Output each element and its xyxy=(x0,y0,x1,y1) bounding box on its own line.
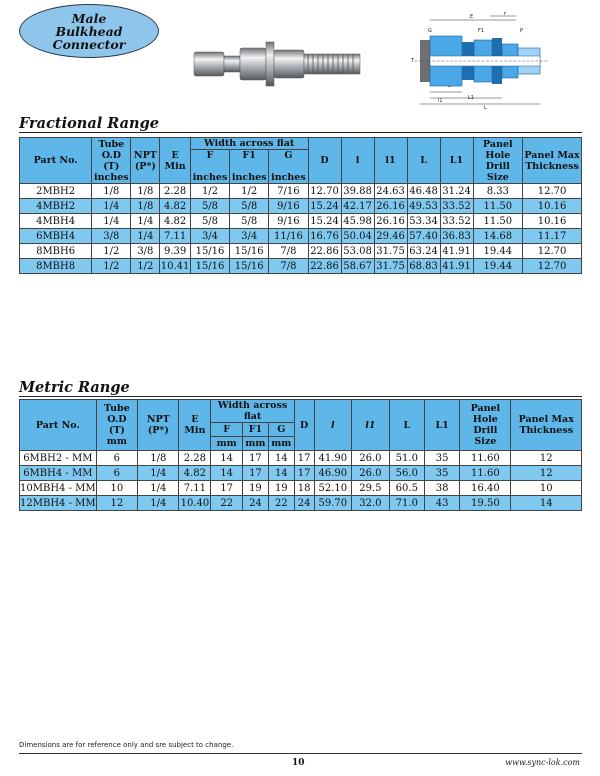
technical-drawing xyxy=(408,12,578,114)
table-cell: 19.44 xyxy=(473,259,523,274)
table-cell: 68.83 xyxy=(407,259,440,274)
table-row xyxy=(20,214,582,229)
table-cell: 15/16 xyxy=(190,244,229,259)
table-row xyxy=(20,184,582,199)
table-cell: 1/2 xyxy=(190,184,229,199)
metric-header-panel-hole: Panel Hole Drill Size xyxy=(460,400,511,451)
frac-header-l-small: l xyxy=(341,138,374,184)
badge-line-3: Connector xyxy=(52,36,126,52)
frac-header-g: G inches xyxy=(269,150,308,184)
table-cell: 50.04 xyxy=(341,229,374,244)
table-cell: 58.67 xyxy=(341,259,374,274)
table-cell: 14 xyxy=(211,451,243,466)
frac-header-l1-cap: L1 xyxy=(440,138,473,184)
table-cell: 15/16 xyxy=(190,259,229,274)
table-cell: 63.24 xyxy=(407,244,440,259)
table-cell: 19 xyxy=(243,481,269,496)
table-cell: 6MBH4 xyxy=(20,229,92,244)
table-cell: 60.5 xyxy=(389,481,424,496)
table-cell: 17 xyxy=(243,466,269,481)
fractional-table-body xyxy=(20,184,582,274)
metric-header-f: F xyxy=(211,423,243,437)
table-cell: 17 xyxy=(243,451,269,466)
table-cell: 14 xyxy=(511,496,582,511)
table-cell: 11.17 xyxy=(523,229,582,244)
table-cell: 22.86 xyxy=(308,244,341,259)
table-cell: 29.46 xyxy=(374,229,407,244)
table-cell: 24.63 xyxy=(374,184,407,199)
drawing-label-l1: L1 xyxy=(468,95,474,101)
table-cell: 41.90 xyxy=(314,451,352,466)
table-cell: 8MBH6 xyxy=(20,244,92,259)
table-cell: 12.70 xyxy=(523,244,582,259)
footer-rule xyxy=(19,753,582,754)
metric-header-l1-small: l1 xyxy=(352,400,389,451)
badge-line-2: Bulkhead xyxy=(55,23,123,39)
table-cell: 1/8 xyxy=(138,451,179,466)
table-cell: 6 xyxy=(96,451,137,466)
table-row xyxy=(20,244,582,259)
table-cell: 31.75 xyxy=(374,259,407,274)
table-cell: 17 xyxy=(294,466,314,481)
table-cell: 1/8 xyxy=(92,184,131,199)
frac-header-width-across-flat: Width across flat xyxy=(190,138,308,150)
drawing-label-p: P xyxy=(520,28,524,34)
table-cell: 36.83 xyxy=(440,229,473,244)
table-cell: 2.28 xyxy=(179,451,211,466)
table-cell: 42.17 xyxy=(341,199,374,214)
table-cell: 19.44 xyxy=(473,244,523,259)
table-cell: 51.0 xyxy=(389,451,424,466)
table-cell: 26.0 xyxy=(352,451,389,466)
disclaimer-note: Dimensions are for reference only and sre subject to change. xyxy=(19,741,234,749)
drawing-label-e: E xyxy=(470,14,474,20)
frac-header-npt: NPT (P*) xyxy=(131,138,160,184)
product-photo xyxy=(192,38,362,88)
metric-header-l1-cap: L1 xyxy=(425,400,460,451)
table-cell: 32.0 xyxy=(352,496,389,511)
table-cell: 53.34 xyxy=(407,214,440,229)
table-cell: 46.48 xyxy=(407,184,440,199)
frac-header-tube-od: Tube O.D (T) inches xyxy=(92,138,131,184)
drawing-label-l1-small: l1 xyxy=(438,98,443,104)
table-row xyxy=(20,199,582,214)
table-cell: 35 xyxy=(425,451,460,466)
table-cell: 10 xyxy=(511,481,582,496)
table-cell: 52.10 xyxy=(314,481,352,496)
table-cell: 7.11 xyxy=(160,229,191,244)
frac-header-f: F inches xyxy=(190,150,229,184)
table-cell: 1/2 xyxy=(230,184,269,199)
table-cell: 45.98 xyxy=(341,214,374,229)
table-cell: 33.52 xyxy=(440,214,473,229)
table-cell: 15.24 xyxy=(308,199,341,214)
table-cell: 9.39 xyxy=(160,244,191,259)
table-cell: 12.70 xyxy=(523,259,582,274)
metric-header-tube-od: Tube O.D (T) mm xyxy=(96,400,137,451)
table-row xyxy=(20,481,582,496)
table-cell: 71.0 xyxy=(389,496,424,511)
table-cell: 22 xyxy=(268,496,294,511)
metric-header-l-small: l xyxy=(314,400,352,451)
metric-range-title: Metric Range xyxy=(19,379,130,396)
table-cell: 9/16 xyxy=(269,199,308,214)
table-cell: 53.08 xyxy=(341,244,374,259)
table-cell: 22.86 xyxy=(308,259,341,274)
frac-header-l-cap: L xyxy=(407,138,440,184)
table-cell: 4MBH2 xyxy=(20,199,92,214)
table-cell: 49.53 xyxy=(407,199,440,214)
metric-header-l-cap: L xyxy=(389,400,424,451)
table-cell: 7/16 xyxy=(269,184,308,199)
table-cell: 41.91 xyxy=(440,244,473,259)
table-cell: 1/8 xyxy=(131,184,160,199)
metric-header-f1: F1 xyxy=(243,423,269,437)
frac-header-f1: F1 inches xyxy=(230,150,269,184)
table-cell: 1/4 xyxy=(92,199,131,214)
frac-header-l1-small: l1 xyxy=(374,138,407,184)
table-cell: 18 xyxy=(294,481,314,496)
table-cell: 1/4 xyxy=(131,229,160,244)
table-cell: 11/16 xyxy=(269,229,308,244)
table-cell: 12 xyxy=(96,496,137,511)
table-cell: 15/16 xyxy=(230,244,269,259)
drawing-label-l: L xyxy=(484,105,487,111)
table-cell: 6 xyxy=(96,466,137,481)
table-cell: 24 xyxy=(294,496,314,511)
page-number: 10 xyxy=(292,758,305,768)
metric-header-g: G xyxy=(268,423,294,437)
metric-title-rule xyxy=(19,396,582,397)
table-cell: 1/2 xyxy=(92,259,131,274)
table-cell: 5/8 xyxy=(190,199,229,214)
fractional-title-rule xyxy=(19,132,582,133)
frac-header-e-min: E Min xyxy=(160,138,191,184)
table-cell: 10.40 xyxy=(180,497,210,509)
table-cell: 1/4 xyxy=(138,466,179,481)
table-cell: 3/4 xyxy=(230,229,269,244)
table-cell: 10.16 xyxy=(523,199,582,214)
table-cell: 31.24 xyxy=(440,184,473,199)
table-cell: 15.24 xyxy=(308,214,341,229)
metric-header-panel-max: Panel Max Thickness xyxy=(511,400,582,451)
table-cell: 1/2 xyxy=(92,244,131,259)
table-cell: 10.16 xyxy=(523,214,582,229)
fractional-table xyxy=(19,137,582,274)
table-cell: 26.16 xyxy=(374,214,407,229)
table-cell: 22 xyxy=(211,496,243,511)
table-cell: 4.82 xyxy=(179,466,211,481)
table-cell: 16.40 xyxy=(460,481,511,496)
table-cell: 56.0 xyxy=(389,466,424,481)
table-cell: 11.50 xyxy=(473,214,523,229)
table-cell: 26.16 xyxy=(374,199,407,214)
metric-header-f-unit: mm xyxy=(211,437,243,451)
table-cell: 3/8 xyxy=(131,244,160,259)
table-cell: 29.5 xyxy=(352,481,389,496)
table-cell: 19 xyxy=(268,481,294,496)
drawing-label-f1: F1 xyxy=(478,28,485,34)
table-cell: 6MBH4 - MM xyxy=(20,466,97,481)
table-cell: 4.82 xyxy=(160,214,191,229)
table-row xyxy=(20,496,582,511)
frac-header-d: D xyxy=(308,138,341,184)
table-cell: 9/16 xyxy=(269,214,308,229)
table-cell: 7/8 xyxy=(269,259,308,274)
table-cell: 11.50 xyxy=(473,199,523,214)
metric-header-d: D xyxy=(294,400,314,451)
table-cell: 31.75 xyxy=(374,244,407,259)
table-cell: 2.28 xyxy=(160,184,191,199)
drawing-label-g: G xyxy=(428,28,432,34)
metric-header-f1-unit: mm xyxy=(243,437,269,451)
table-row xyxy=(20,259,582,274)
table-cell: 8MBH8 xyxy=(20,259,92,274)
table-cell: 57.40 xyxy=(407,229,440,244)
table-cell: 10.41 xyxy=(160,260,190,272)
table-cell: 14 xyxy=(268,466,294,481)
table-cell: 12MBH4 - MM xyxy=(20,497,96,509)
table-row xyxy=(20,451,582,466)
table-cell: 1/8 xyxy=(131,199,160,214)
table-cell: 1/4 xyxy=(138,496,179,511)
table-cell: 5/8 xyxy=(190,214,229,229)
metric-table xyxy=(19,399,582,511)
table-cell: 12 xyxy=(511,466,582,481)
table-cell: 10 xyxy=(96,481,137,496)
table-cell: 1/2 xyxy=(131,259,160,274)
table-cell: 7/8 xyxy=(269,244,308,259)
table-row xyxy=(20,466,582,481)
table-cell: 11.60 xyxy=(460,451,511,466)
table-cell: 3/8 xyxy=(92,229,131,244)
table-cell: 14 xyxy=(211,466,243,481)
table-cell: 1/4 xyxy=(92,214,131,229)
table-cell: 17 xyxy=(294,451,314,466)
metric-header-width-across-flat: Width across flat xyxy=(211,400,294,423)
table-cell: 3/4 xyxy=(190,229,229,244)
table-cell: 7.11 xyxy=(179,481,211,496)
table-cell: 19.50 xyxy=(460,496,511,511)
table-cell: 14 xyxy=(268,451,294,466)
table-cell: 17 xyxy=(211,481,243,496)
table-cell: 46.90 xyxy=(314,466,352,481)
drawing-label-f: F xyxy=(504,12,507,17)
table-cell: 2MBH2 xyxy=(20,184,92,199)
table-cell: 11.60 xyxy=(460,466,511,481)
table-cell: 1/4 xyxy=(131,214,160,229)
fractional-range-title: Fractional Range xyxy=(19,115,159,132)
table-cell: 10MBH4 - MM xyxy=(20,482,96,494)
table-cell: 59.70 xyxy=(314,496,352,511)
table-cell: 6MBH2 - MM xyxy=(20,451,97,466)
badge-line-1: Male xyxy=(71,10,107,26)
table-cell: 8.33 xyxy=(473,184,523,199)
metric-table-body xyxy=(20,451,582,511)
frac-header-panel-max: Panel Max Thickness xyxy=(523,138,582,184)
metric-header-e-min: E Min xyxy=(179,400,211,451)
product-badge xyxy=(19,4,159,58)
drawing-label-t: T xyxy=(411,58,415,64)
metric-header-g-unit: mm xyxy=(268,437,294,451)
frac-header-panel-hole: Panel Hole Drill Size xyxy=(473,138,523,184)
table-cell: 12.70 xyxy=(523,184,582,199)
table-cell: 39.88 xyxy=(341,184,374,199)
metric-header-npt: NPT (P*) xyxy=(138,400,179,451)
table-cell: 41.91 xyxy=(440,259,473,274)
table-cell: 43 xyxy=(425,496,460,511)
table-row xyxy=(20,229,582,244)
website-link[interactable]: www.sync-lok.com xyxy=(505,758,580,767)
table-cell: 38 xyxy=(425,481,460,496)
table-cell: 1/4 xyxy=(138,481,179,496)
table-cell: 4MBH4 xyxy=(20,214,92,229)
metric-header-part-no: Part No. xyxy=(20,400,97,451)
table-cell: 5/8 xyxy=(230,214,269,229)
table-cell: 5/8 xyxy=(230,199,269,214)
table-cell: 12 xyxy=(511,451,582,466)
table-cell: 35 xyxy=(425,466,460,481)
frac-header-part-no: Part No. xyxy=(20,138,92,184)
table-cell: 4.82 xyxy=(160,199,191,214)
table-cell: 15/16 xyxy=(230,259,269,274)
table-cell: 26.0 xyxy=(352,466,389,481)
table-cell: 14.68 xyxy=(473,229,523,244)
table-cell: 12.70 xyxy=(308,184,341,199)
table-cell: 24 xyxy=(243,496,269,511)
table-cell: 33.52 xyxy=(440,199,473,214)
table-cell: 16.76 xyxy=(308,229,341,244)
